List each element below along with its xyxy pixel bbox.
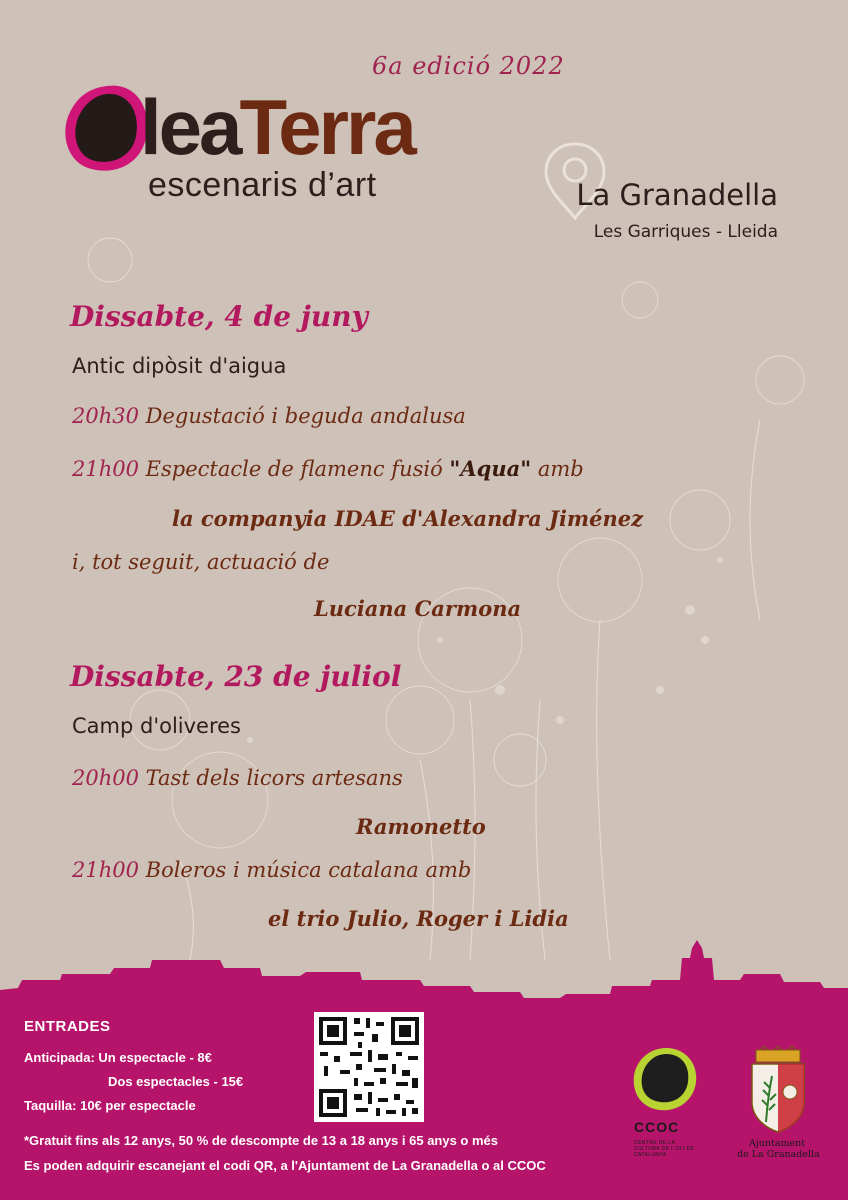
event2-item2 <box>72 858 471 882</box>
edition-label: 6a edició 2022 <box>372 52 565 80</box>
ccoc-subtitle: CENTRE DE LA CULTURA DE L'OLI DE CATALUNYA <box>634 1140 695 1158</box>
event1-item2-text-a: Espectacle de flamenc fusió <box>138 457 450 481</box>
olive-logo-icon <box>62 80 152 180</box>
event1-item3: i, tot seguit, actuació de <box>72 550 330 574</box>
event2-artist2: el trio Julio, Roger i Lidia <box>268 906 569 931</box>
town-name: La Granadella <box>576 178 778 212</box>
event2-item1-time: 20h00 <box>72 766 139 790</box>
brand-tagline: escenaris d’art <box>148 166 377 204</box>
event2-item1-text: Tast dels licors artesans <box>138 766 403 790</box>
event1-date: Dissabte, 4 de juny <box>70 300 368 333</box>
region-name: Les Garriques - Lleida <box>593 222 778 242</box>
event1-show-title: "Aqua" <box>449 456 532 481</box>
event1-artist1: la companyia IDAE d'Alexandra Jiménez <box>172 506 644 531</box>
event2-artist1: Ramonetto <box>356 814 486 839</box>
event2-venue: Camp d'oliveres <box>72 714 241 738</box>
coat-of-arms-icon <box>748 1046 808 1136</box>
event1-artist2: Luciana Carmona <box>314 596 522 621</box>
event1-item1 <box>72 404 466 428</box>
event2-date: Dissabte, 23 de juliol <box>70 660 402 693</box>
tickets-advance: Anticipada: Un espectacle - 8€ <box>24 1050 212 1065</box>
brand-lea: lea <box>140 83 240 171</box>
event1-venue: Antic dipòsit d'aigua <box>72 354 287 378</box>
ajuntament-name: Ajuntament de La Granadella <box>737 1138 820 1160</box>
ccoc-name: CCOC <box>634 1119 680 1135</box>
tickets-advance-two: Dos espectacles - 15€ <box>108 1074 244 1089</box>
event1-item2-time: 21h00 <box>72 457 139 481</box>
ccoc-logo-icon <box>630 1044 700 1114</box>
event1-item1-text: Degustació i beguda andalusa <box>138 404 466 428</box>
tickets-box-office: Taquilla: 10€ per espectacle <box>24 1098 196 1113</box>
tickets-free-note: *Gratuit fins als 12 anys, 50 % de descompte de 13 a 18 anys i 65 anys o més <box>24 1133 499 1148</box>
tickets-title: ENTRADES <box>24 1018 111 1035</box>
event2-item1 <box>72 766 403 790</box>
tickets-where: Es poden adquirir escanejant el codi QR, a l'Ajuntament de La Granadella o al CCOC <box>24 1158 546 1173</box>
event1-item2-text-b: amb <box>531 457 584 481</box>
qr-code-icon <box>314 1012 424 1122</box>
event1-item2 <box>72 456 584 481</box>
event1-item1-time: 20h30 <box>72 404 139 428</box>
event2-item2-time: 21h00 <box>72 858 139 882</box>
brand-name <box>140 83 414 171</box>
qr-code[interactable] <box>314 1012 424 1122</box>
brand-terra: Terra <box>239 83 414 171</box>
event2-item2-text: Boleros i música catalana amb <box>138 858 472 882</box>
